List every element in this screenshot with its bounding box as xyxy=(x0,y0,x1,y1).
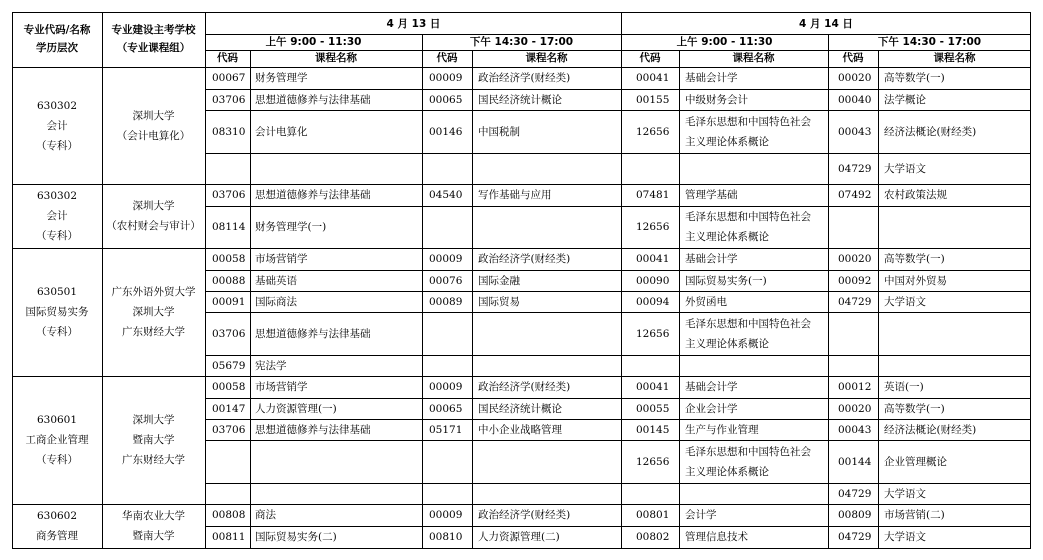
school-name: 广东外语外贸大学 xyxy=(111,286,196,298)
course-name: 政治经济学(财经类) xyxy=(478,253,571,265)
school-name: 暨南大学 xyxy=(132,530,175,542)
course-name: 思想道德修养与法律基础 xyxy=(255,327,371,340)
course-name: 企业会计学 xyxy=(685,402,738,415)
course-code: 04729 xyxy=(838,295,872,308)
course-code: 00009 xyxy=(429,381,463,393)
header-course-name: 课程名称 xyxy=(732,52,775,64)
school-name: 华南农业大学 xyxy=(122,510,185,522)
course-name: 经济法概论(财经类) xyxy=(884,125,977,138)
header-day1-afternoon: 下午 14:30 - 17:00 xyxy=(469,36,574,48)
major-code: 630302 xyxy=(36,190,78,202)
course-name: 写作基础与应用 xyxy=(478,189,552,201)
course-name: 中级财务会计 xyxy=(685,93,748,106)
course-name: 管理学基础 xyxy=(685,189,738,201)
course-name: 大学语文 xyxy=(884,531,926,543)
course-code: 03706 xyxy=(212,189,246,201)
header-course-group: （专业课程组） xyxy=(116,42,191,54)
course-code: 00146 xyxy=(429,125,463,138)
course-name: 基础会计学 xyxy=(685,381,738,393)
course-name: 中国税制 xyxy=(478,125,520,138)
course-code: 00041 xyxy=(636,253,670,265)
header-code: 代码 xyxy=(842,52,864,64)
school-name: 深圳大学 xyxy=(132,109,175,122)
course-code: 04540 xyxy=(429,189,463,201)
course-code: 00147 xyxy=(212,402,246,415)
course-code: 00155 xyxy=(636,93,670,106)
major-code: 630601 xyxy=(36,414,78,426)
header-day2-morning: 上午 9:00 - 11:30 xyxy=(676,36,773,48)
course-name: 市场营销学 xyxy=(255,253,308,265)
course-name: 经济法概论(财经类) xyxy=(884,423,977,436)
course-name: 中小企业战略管理 xyxy=(478,423,562,436)
course-name: 国际贸易实务(一) xyxy=(685,274,767,287)
course-code: 00020 xyxy=(838,72,872,84)
major-code: 630602 xyxy=(36,510,78,522)
course-name: 高等数学(一) xyxy=(884,402,945,415)
course-code: 00094 xyxy=(636,295,670,308)
course-name: 政治经济学(财经类) xyxy=(478,509,571,521)
course-code: 04729 xyxy=(838,162,872,175)
course-code: 08310 xyxy=(212,125,246,138)
course-code: 04729 xyxy=(838,531,872,543)
course-name: 基础英语 xyxy=(255,274,297,287)
course-name: 主义理论体系概论 xyxy=(685,135,769,148)
major-name: 工商企业管理 xyxy=(25,434,89,446)
course-code: 05679 xyxy=(212,359,246,372)
course-code: 00020 xyxy=(838,402,872,415)
course-code: 00145 xyxy=(636,423,670,436)
course-code: 00810 xyxy=(429,531,463,543)
school-name: （会计电算化） xyxy=(116,129,191,142)
major-name: 国际贸易实务 xyxy=(25,306,89,318)
course-name: 国民经济统计概论 xyxy=(478,402,562,415)
course-name: 人力资源管理(一) xyxy=(255,402,337,415)
major-code: 630302 xyxy=(36,99,78,112)
header-day1-morning: 上午 9:00 - 11:30 xyxy=(265,36,362,48)
course-name: 人力资源管理(二) xyxy=(478,531,560,543)
course-name: 会计学 xyxy=(685,509,717,521)
course-name: 生产与作业管理 xyxy=(685,423,759,436)
course-name: 企业管理概论 xyxy=(884,455,947,468)
course-code: 00009 xyxy=(429,253,463,265)
course-name: 大学语文 xyxy=(884,295,926,308)
course-name: 基础会计学 xyxy=(685,72,738,84)
course-code: 12656 xyxy=(636,455,670,468)
header-code: 代码 xyxy=(217,52,238,64)
major-level: （专科） xyxy=(36,454,78,466)
course-name: 国际商法 xyxy=(255,295,297,308)
course-code: 00041 xyxy=(636,72,670,84)
course-name: 国际贸易实务(二) xyxy=(255,531,337,543)
header-day-2: 4 月 14 日 xyxy=(799,18,853,30)
course-name: 商法 xyxy=(255,509,276,521)
course-name: 中国对外贸易 xyxy=(884,274,947,287)
major-name: 商务管理 xyxy=(36,530,78,542)
course-name: 会计电算化 xyxy=(255,125,308,138)
course-code: 00043 xyxy=(838,125,872,138)
course-code: 00809 xyxy=(838,509,872,521)
course-name: 高等数学(一) xyxy=(884,253,945,265)
course-code: 00144 xyxy=(838,455,872,468)
course-code: 12656 xyxy=(636,125,670,138)
course-code: 00058 xyxy=(212,381,246,393)
course-name: 毛泽东思想和中国特色社会 xyxy=(685,445,811,458)
course-name: 主义理论体系概论 xyxy=(685,231,769,243)
course-code: 00055 xyxy=(636,402,670,415)
course-code: 00043 xyxy=(838,423,872,436)
course-code: 05171 xyxy=(429,423,463,436)
course-name: 国际贸易 xyxy=(478,295,520,308)
course-name: 思想道德修养与法律基础 xyxy=(255,189,371,201)
school-name: （农村财会与审计） xyxy=(106,220,201,232)
course-name: 毛泽东思想和中国特色社会 xyxy=(685,317,811,330)
course-code: 00808 xyxy=(212,509,246,521)
school-name: 深圳大学 xyxy=(132,306,175,318)
course-code: 03706 xyxy=(212,327,246,340)
course-name: 大学语文 xyxy=(884,487,926,500)
school-name: 暨南大学 xyxy=(132,434,175,446)
major-name: 会计 xyxy=(46,210,68,222)
course-name: 思想道德修养与法律基础 xyxy=(255,423,371,436)
course-name: 农村政策法规 xyxy=(884,189,947,201)
course-code: 00009 xyxy=(429,72,463,84)
major-level: （专科） xyxy=(36,230,78,242)
major-name: 会计 xyxy=(46,119,68,132)
course-name: 市场营销学 xyxy=(255,381,308,393)
course-name: 主义理论体系概论 xyxy=(685,465,769,478)
school-name: 广东财经大学 xyxy=(122,326,185,338)
course-code: 03706 xyxy=(212,423,246,436)
course-name: 法学概论 xyxy=(884,93,926,106)
course-code: 00801 xyxy=(636,509,670,521)
course-code: 12656 xyxy=(636,327,670,340)
course-name: 主义理论体系概论 xyxy=(685,337,769,350)
header-course-name: 课程名称 xyxy=(525,52,568,64)
header-school: 专业建设主考学校 xyxy=(111,24,196,36)
header-course-name: 课程名称 xyxy=(933,52,976,64)
course-code: 00067 xyxy=(212,72,246,84)
course-name: 大学语文 xyxy=(884,162,926,175)
school-name: 广东财经大学 xyxy=(122,454,185,466)
school-name: 深圳大学 xyxy=(132,200,175,212)
course-code: 00012 xyxy=(838,381,872,393)
course-name: 财务管理学 xyxy=(255,72,308,84)
course-name: 思想道德修养与法律基础 xyxy=(255,93,371,106)
course-code: 00065 xyxy=(429,93,463,106)
course-code: 07481 xyxy=(636,189,670,201)
course-name: 高等数学(一) xyxy=(884,72,945,84)
course-code: 04729 xyxy=(838,487,872,500)
course-code: 00058 xyxy=(212,253,246,265)
header-code: 代码 xyxy=(436,52,458,64)
course-code: 00040 xyxy=(838,93,872,106)
course-code: 00811 xyxy=(212,531,246,543)
course-code: 00802 xyxy=(636,531,670,543)
course-name: 基础会计学 xyxy=(685,253,738,265)
course-name: 财务管理学(一) xyxy=(255,221,327,233)
header-day2-afternoon: 下午 14:30 - 17:00 xyxy=(877,36,982,48)
major-code: 630501 xyxy=(36,286,78,298)
course-code: 00020 xyxy=(838,253,872,265)
course-code: 00009 xyxy=(429,509,463,521)
major-level: （专科） xyxy=(36,326,78,338)
course-code: 00041 xyxy=(636,381,670,393)
course-name: 毛泽东思想和中国特色社会 xyxy=(685,115,811,128)
course-name: 政治经济学(财经类) xyxy=(478,381,571,393)
course-name: 国际金融 xyxy=(478,274,520,287)
course-code: 00076 xyxy=(429,274,463,287)
course-name: 外贸函电 xyxy=(685,295,727,308)
header-day-1: 4 月 13 日 xyxy=(386,18,441,30)
course-name: 宪法学 xyxy=(255,359,287,372)
course-name: 市场营销(二) xyxy=(884,509,945,521)
course-name: 毛泽东思想和中国特色社会 xyxy=(685,211,811,223)
course-code: 00065 xyxy=(429,402,463,415)
header-course-name: 课程名称 xyxy=(315,52,357,64)
header-level: 学历层次 xyxy=(36,42,78,54)
course-code: 08114 xyxy=(212,221,246,233)
course-code: 00091 xyxy=(212,295,246,308)
header-code: 代码 xyxy=(639,52,661,64)
course-code: 00090 xyxy=(636,274,670,287)
course-code: 07492 xyxy=(838,189,872,201)
course-name: 政治经济学(财经类) xyxy=(478,72,571,84)
course-name: 英语(一) xyxy=(884,381,924,393)
school-name: 深圳大学 xyxy=(132,414,175,426)
course-code: 00092 xyxy=(838,274,872,287)
major-level: （专科） xyxy=(36,139,78,152)
course-code: 00089 xyxy=(429,295,463,308)
course-code: 03706 xyxy=(212,93,246,106)
course-code: 00088 xyxy=(212,274,246,287)
header-major-code: 专业代码/名称 xyxy=(23,24,91,36)
course-name: 国民经济统计概论 xyxy=(478,93,562,106)
course-code: 12656 xyxy=(636,221,670,233)
course-name: 管理信息技术 xyxy=(685,531,748,543)
